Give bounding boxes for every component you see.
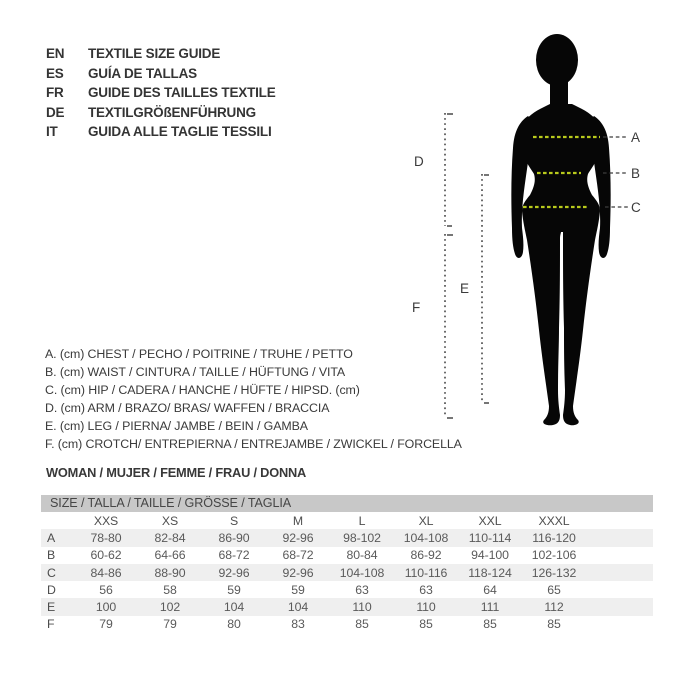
table-row bbox=[41, 529, 653, 546]
cell: 94-100 bbox=[471, 548, 509, 563]
col-header-xxs: XXS bbox=[93, 513, 119, 528]
cell: 79 bbox=[163, 617, 177, 632]
cell: 80 bbox=[227, 617, 241, 632]
col-header-xxxl: XXXL bbox=[538, 513, 570, 528]
lang-code: IT bbox=[46, 124, 58, 139]
cell: 110-114 bbox=[468, 530, 512, 545]
cell: 85 bbox=[483, 617, 497, 632]
row-label: F bbox=[47, 617, 55, 632]
cell: 104 bbox=[223, 600, 245, 615]
size-column-header-row bbox=[41, 512, 653, 529]
table-row bbox=[41, 547, 653, 564]
table-row bbox=[41, 564, 653, 581]
lang-code: EN bbox=[46, 46, 65, 61]
lang-code: FR bbox=[46, 85, 64, 100]
cell: 64 bbox=[483, 582, 497, 597]
lang-row-en bbox=[46, 44, 276, 64]
marker-label-waist: B bbox=[631, 166, 641, 181]
cell: 58 bbox=[163, 582, 177, 597]
cell: 56 bbox=[99, 582, 113, 597]
legend-waist: B. (cm) WAIST / CINTURA / TAILLE / HÜFTUNG / VITA bbox=[45, 365, 346, 379]
lang-row-fr bbox=[46, 83, 276, 103]
legend-arm: D. (cm) ARM / BRAZO/ BRAS/ WAFFEN / BRACCIA bbox=[45, 401, 330, 415]
cell: 92-96 bbox=[218, 565, 250, 580]
cell: 100 bbox=[95, 600, 117, 615]
row-label: E bbox=[47, 600, 56, 615]
lang-row-de bbox=[46, 103, 276, 123]
marker-label-arm: D bbox=[414, 154, 424, 169]
cell: 88-90 bbox=[154, 565, 186, 580]
cell: 63 bbox=[355, 582, 369, 597]
cell: 78-80 bbox=[90, 530, 122, 545]
col-header-xs: XS bbox=[161, 513, 179, 528]
cell: 118-124 bbox=[468, 565, 512, 580]
lang-row-it bbox=[46, 122, 276, 142]
col-header-s: S bbox=[229, 513, 239, 528]
cell: 112 bbox=[544, 600, 564, 615]
table-row bbox=[41, 616, 653, 633]
language-title-block bbox=[46, 44, 276, 142]
cell: 110 bbox=[352, 600, 372, 615]
measurement-legend bbox=[45, 345, 462, 453]
table-group-title: WOMAN / MUJER / FEMME / FRAU / DONNA bbox=[46, 465, 307, 480]
cell: 126-132 bbox=[531, 565, 577, 580]
size-table bbox=[41, 495, 653, 633]
row-label: C bbox=[47, 565, 56, 580]
legend-chest: A. (cm) CHEST / PECHO / POITRINE / TRUHE / PETTO bbox=[45, 347, 353, 361]
cell: 59 bbox=[227, 582, 241, 597]
cell: 85 bbox=[355, 617, 369, 632]
lang-row-es bbox=[46, 64, 276, 84]
cell: 85 bbox=[419, 617, 433, 632]
cell: 79 bbox=[99, 617, 113, 632]
lang-code: DE bbox=[46, 104, 65, 120]
cell: 85 bbox=[547, 617, 561, 632]
table-row bbox=[41, 598, 653, 615]
guide-title: GUIDE DES TAILLES TEXTILE bbox=[88, 85, 276, 100]
cell: 82-84 bbox=[154, 530, 186, 545]
col-header-xl: XL bbox=[418, 513, 434, 528]
cell: 80-84 bbox=[346, 548, 378, 563]
cell: 59 bbox=[291, 582, 305, 597]
cell: 86-92 bbox=[410, 548, 442, 563]
marker-label-hip: C bbox=[631, 200, 641, 215]
cell: 110-116 bbox=[404, 565, 448, 580]
cell: 68-72 bbox=[218, 548, 250, 563]
cell: 92-96 bbox=[282, 530, 314, 545]
guide-title: GUIDA ALLE TAGLIE TESSILI bbox=[88, 124, 272, 139]
col-header-m: M bbox=[292, 513, 304, 528]
row-label: A bbox=[47, 530, 56, 545]
cell: 111 bbox=[480, 600, 500, 615]
guide-title: TEXTILGRÖßENFÜHRUNG bbox=[88, 104, 256, 120]
marker-label-crotch: F bbox=[412, 300, 421, 315]
row-label: B bbox=[47, 548, 56, 563]
cell: 110 bbox=[416, 600, 436, 615]
col-header-xxl: XXL bbox=[478, 513, 502, 528]
cell: 86-90 bbox=[218, 530, 250, 545]
cell: 102 bbox=[159, 600, 181, 615]
guide-title: TEXTILE SIZE GUIDE bbox=[88, 46, 221, 61]
legend-crotch: F. (cm) CROTCH/ ENTREPIERNA / ENTREJAMBE / ZWICKEL / FORCELLA bbox=[45, 437, 462, 451]
cell: 68-72 bbox=[282, 548, 314, 563]
row-label: D bbox=[47, 582, 56, 597]
cell: 104-108 bbox=[339, 565, 385, 580]
cell: 104 bbox=[287, 600, 309, 615]
cell: 84-86 bbox=[90, 565, 122, 580]
marker-label-chest: A bbox=[631, 130, 641, 145]
table-row bbox=[41, 581, 653, 598]
lang-code: ES bbox=[46, 65, 64, 81]
legend-hip: C. (cm) HIP / CADERA / HANCHE / HÜFTE / HIPSD. (cm) bbox=[45, 383, 360, 397]
cell: 65 bbox=[547, 582, 561, 597]
cell: 60-62 bbox=[90, 548, 122, 563]
cell: 98-102 bbox=[343, 530, 381, 545]
cell: 92-96 bbox=[282, 565, 314, 580]
cell: 63 bbox=[419, 582, 433, 597]
cell: 64-66 bbox=[154, 548, 186, 563]
cell: 116-120 bbox=[532, 530, 576, 545]
cell: 83 bbox=[291, 617, 305, 632]
cell: 104-108 bbox=[403, 530, 449, 545]
cell: 102-106 bbox=[531, 548, 577, 563]
size-table-header-bar: SIZE / TALLA / TAILLE / GRÖSSE / TAGLIA bbox=[41, 495, 653, 512]
legend-leg: E. (cm) LEG / PIERNA/ JAMBE / BEIN / GAMBA bbox=[45, 419, 308, 433]
guide-title: GUÍA DE TALLAS bbox=[88, 65, 197, 81]
col-header-l: L bbox=[358, 513, 366, 528]
marker-label-leg: E bbox=[460, 281, 470, 296]
